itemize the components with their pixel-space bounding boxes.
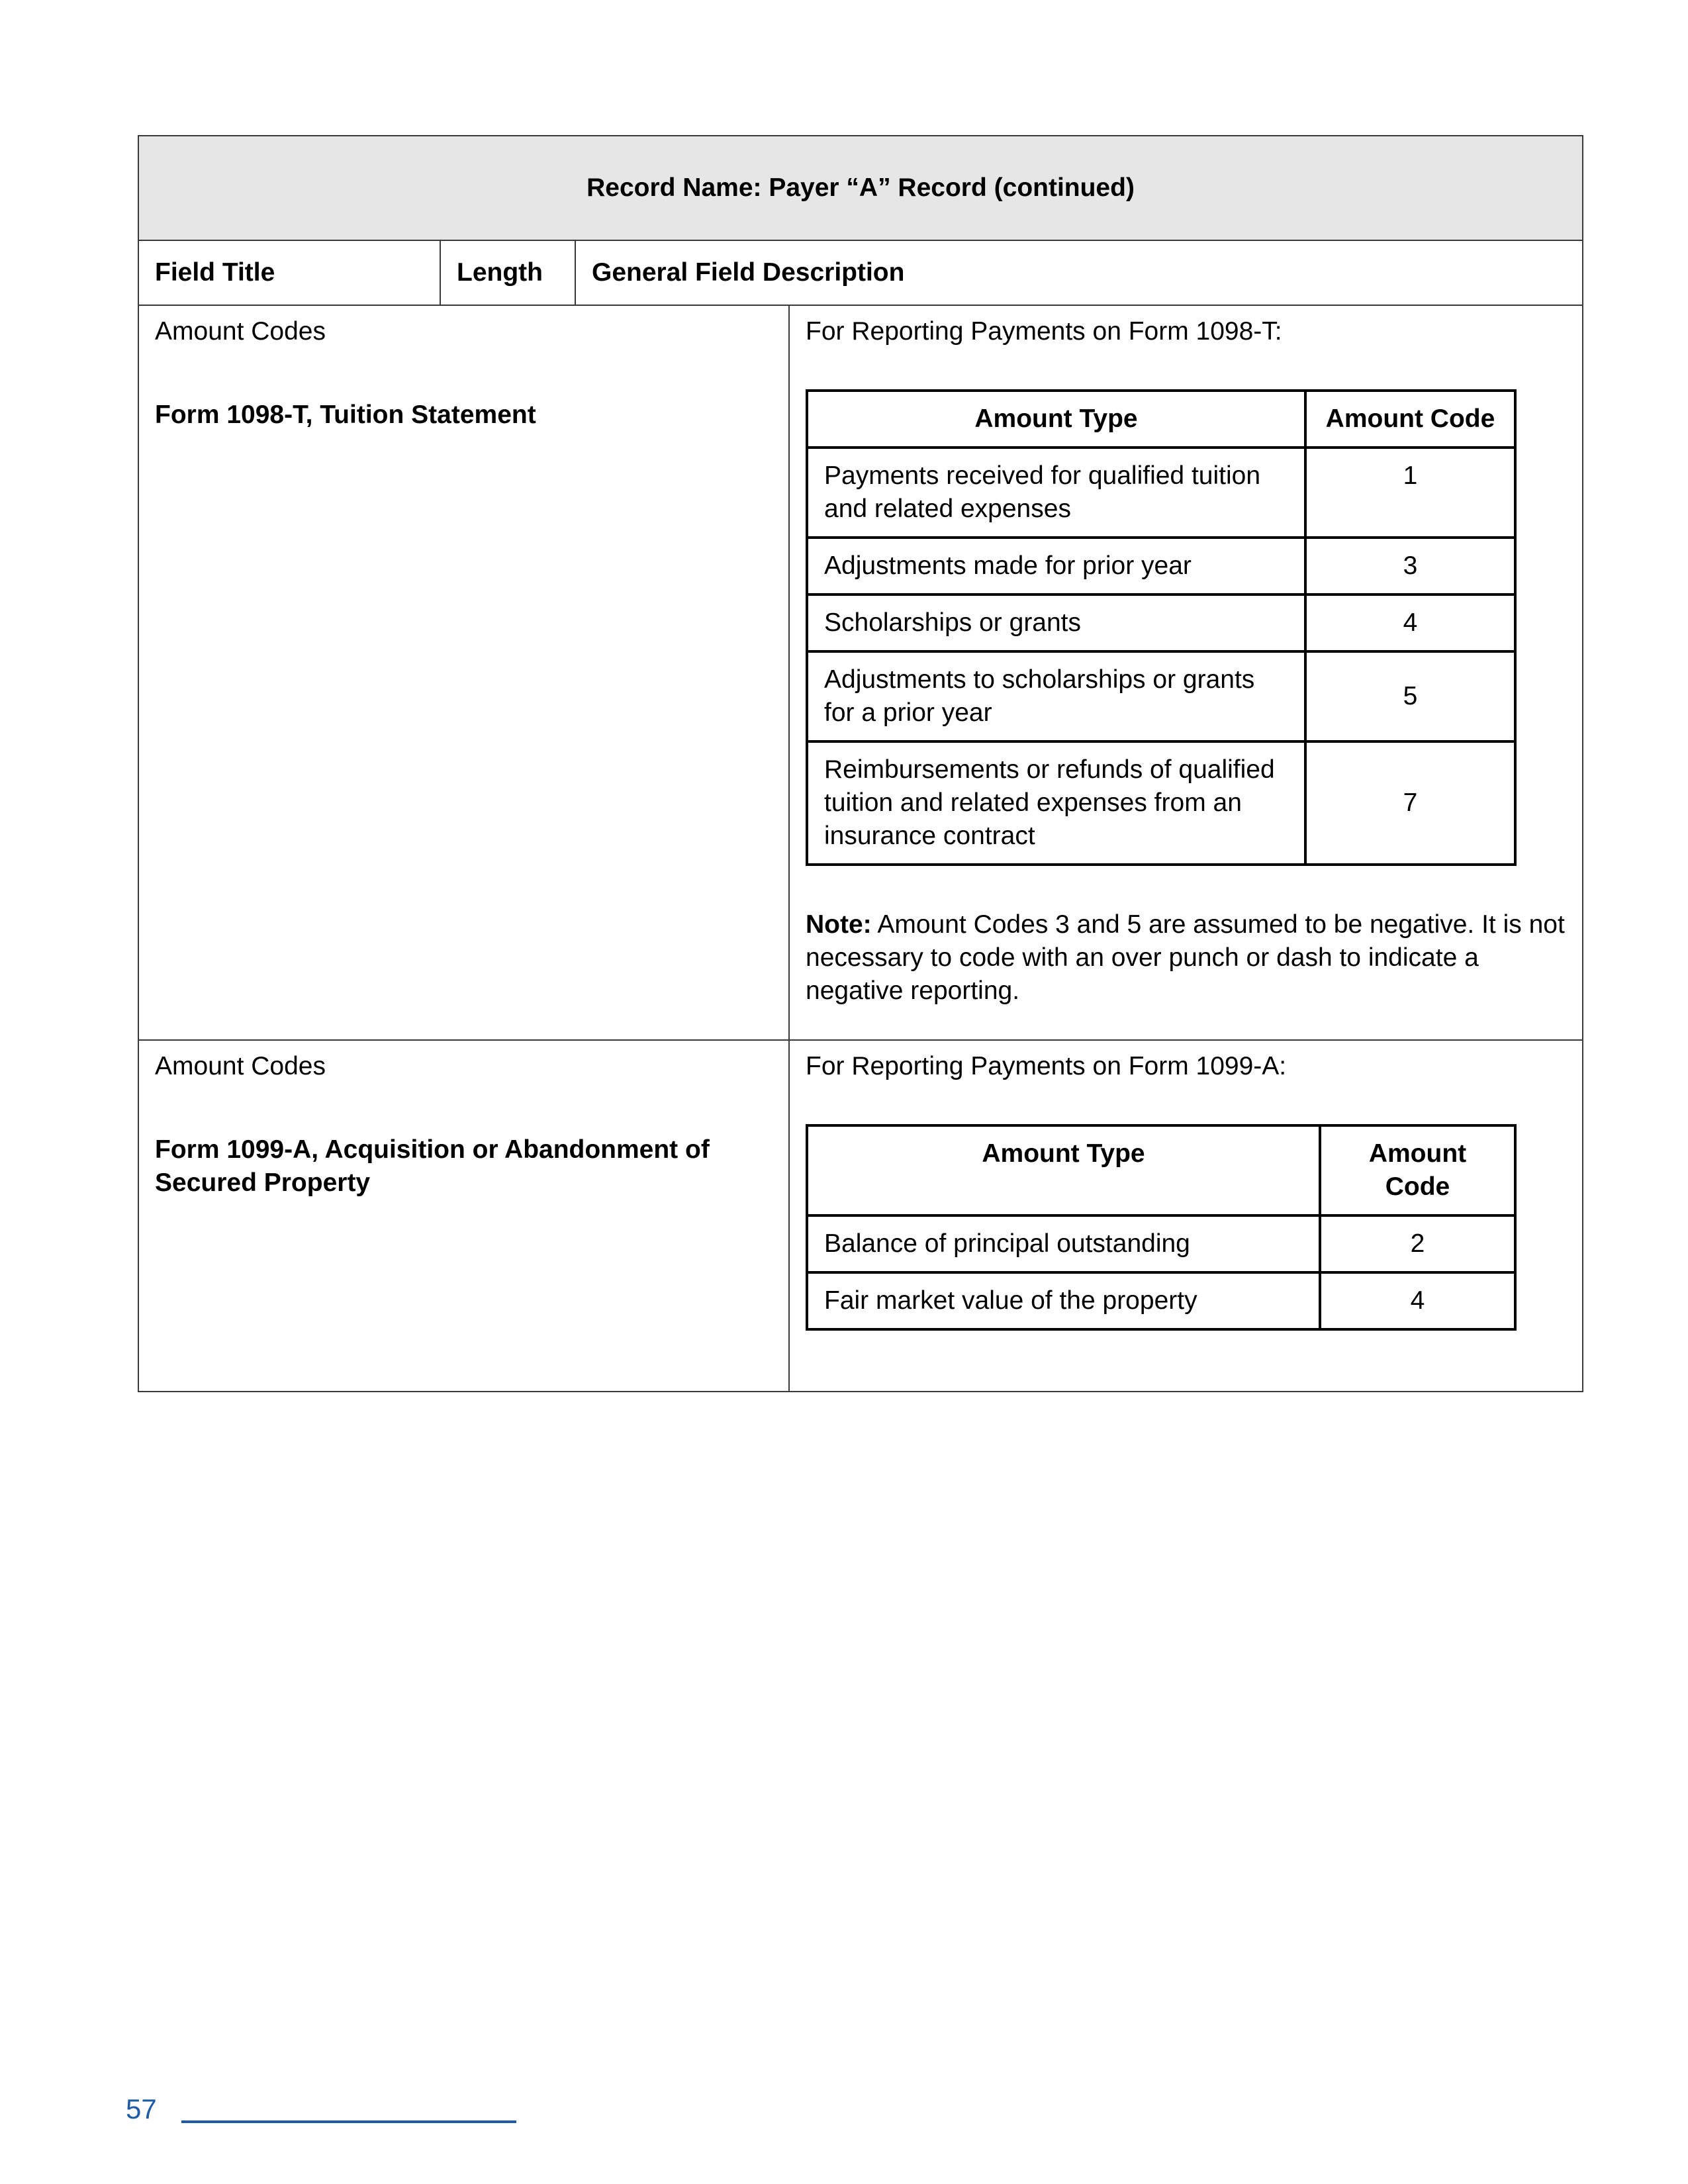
amount-code-cell: 2 (1320, 1215, 1515, 1272)
section-row-1099a (138, 1040, 1583, 1392)
payer-a-record-table (138, 135, 1583, 1392)
table-row (807, 741, 1515, 865)
field-title-cell (138, 305, 789, 1040)
field-title-label: Amount Codes (155, 1052, 326, 1080)
amount-code-cell: 4 (1305, 594, 1515, 651)
amount-code-cell: 5 (1305, 651, 1515, 741)
table-row (807, 594, 1515, 651)
amount-type-header: Amount Type (807, 1125, 1320, 1215)
form-name: Form 1099-A, Acquisition or Abandonment of Secured Property (155, 1135, 710, 1197)
amount-type-header: Amount Type (807, 391, 1305, 448)
table-row (807, 448, 1515, 538)
negative-amount-note (806, 908, 1566, 1039)
amount-type-cell: Balance of principal outstanding (807, 1215, 1320, 1272)
field-title-label: Amount Codes (155, 317, 326, 346)
section-row-1098t (138, 305, 1583, 1040)
table-row (807, 651, 1515, 741)
page-number: 57 (126, 2093, 157, 2124)
amount-type-cell: Scholarships or grants (807, 594, 1305, 651)
column-header-general-description: General Field Description (575, 240, 1583, 305)
note-text: Amount Codes 3 and 5 are assumed to be negative. It is not necessary to code with an over punch or dash to indicate a negative reporting. (806, 910, 1565, 1005)
amount-type-cell: Fair market value of the property (807, 1272, 1320, 1329)
amount-type-cell: Adjustments made for prior year (807, 538, 1305, 594)
column-header-length: Length (440, 240, 575, 305)
amount-table-header-row (807, 391, 1515, 448)
column-header-field-title: Field Title (138, 240, 440, 305)
amount-type-cell: Reimbursements or refunds of qualified tuition and related expenses from an insurance contract (807, 741, 1305, 865)
amount-code-cell: 1 (1305, 448, 1515, 538)
description-cell (789, 1040, 1583, 1392)
amount-table-header-row (807, 1125, 1515, 1215)
table-row (807, 1272, 1515, 1329)
amount-code-table-1099a (806, 1124, 1517, 1331)
footer-rule (181, 2120, 516, 2123)
description-intro: For Reporting Payments on Form 1098-T: (806, 317, 1282, 346)
table-row (807, 538, 1515, 594)
amount-type-cell: Payments received for qualified tuition and related expenses (807, 448, 1305, 538)
form-name: Form 1098-T, Tuition Statement (155, 401, 536, 429)
amount-code-cell: 4 (1320, 1272, 1515, 1329)
amount-code-cell: 3 (1305, 538, 1515, 594)
amount-code-header: Amount Code (1320, 1125, 1515, 1215)
description-cell (789, 305, 1583, 1040)
note-label: Note: (806, 910, 872, 939)
amount-code-cell: 7 (1305, 741, 1515, 865)
amount-type-cell: Adjustments to scholarships or grants for a prior year (807, 651, 1305, 741)
field-title-cell (138, 1040, 789, 1392)
description-intro: For Reporting Payments on Form 1099-A: (806, 1052, 1287, 1080)
table-row (807, 1215, 1515, 1272)
record-name-header: Record Name: Payer “A” Record (continued) (138, 136, 1583, 240)
amount-code-header: Amount Code (1305, 391, 1515, 448)
amount-code-table-1098t (806, 389, 1517, 866)
